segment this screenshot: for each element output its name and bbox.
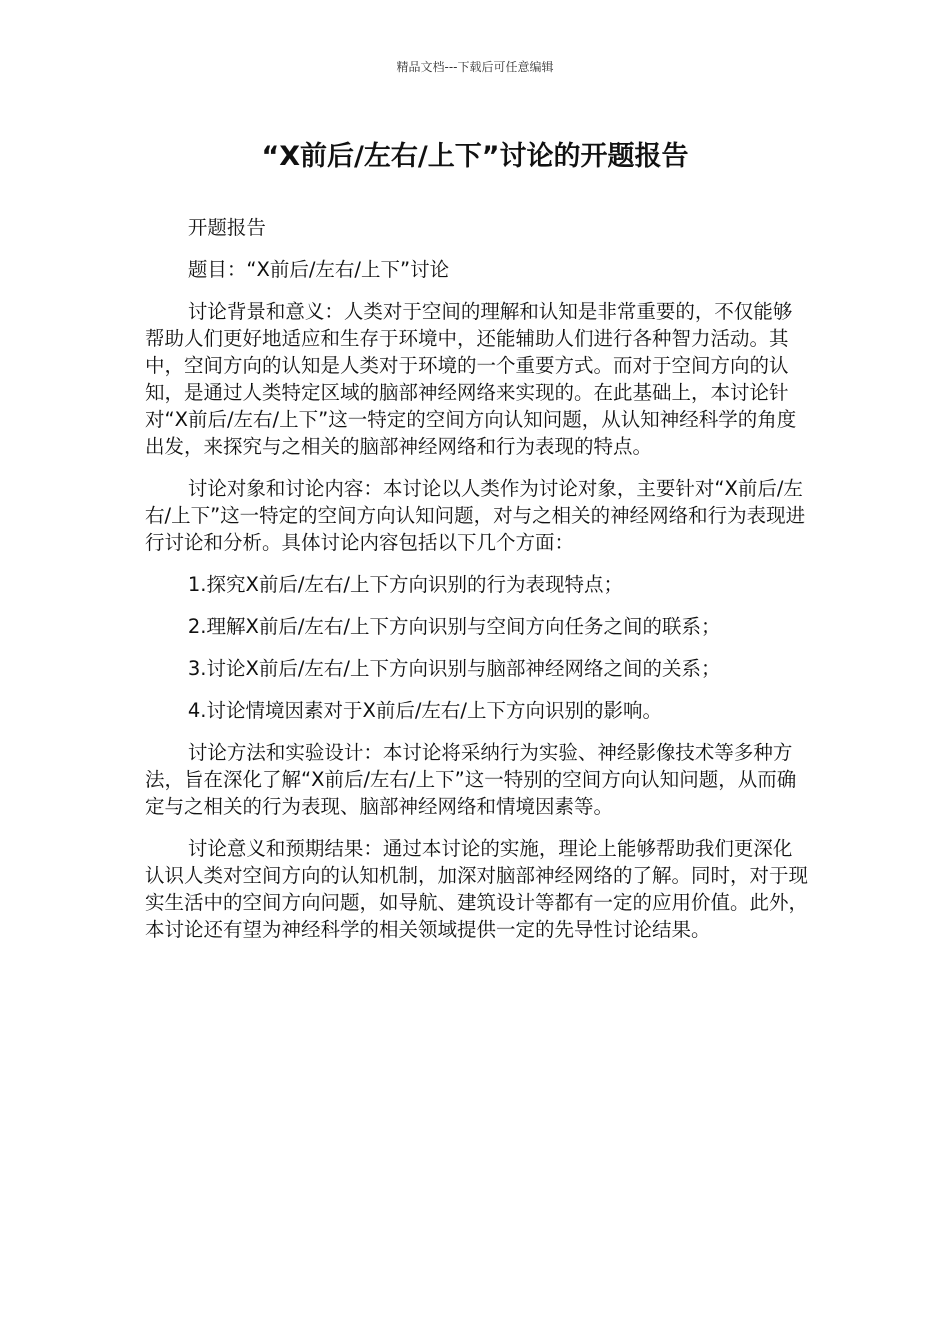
paragraph-topic: 题目：“X前后/左右/上下”讨论 xyxy=(187,258,450,281)
list-item-3: 3.讨论X前后/左右/上下方向识别与脑部神经网络之间的关系； xyxy=(187,657,721,680)
paragraph-background: 讨论背景和意义：人类对于空间的理解和认知是非常重要的，不仅能够帮助人们更好地适应和生存于环境中，还能辅助人们进行各种智力活动。其中，空间方向的认知是人类对于环境的一个重要方式。而对于空间方向的认知，是通过人类特定区域的脑部神经网络来实现的。在此基础上，本讨论针对“X前后/左右/上下”这一特定的空间方向认知问题，从认知神经科学的角度出发，来探究与之相关的脑部神经网络和行为表现的特点。 xyxy=(145,300,797,458)
paragraph-significance: 讨论意义和预期结果：通过本讨论的实施，理论上能够帮助我们更深化认识人类对空间方向的认知机制，加深对脑部神经网络的了解。同时，对于现实生活中的空间方向问题，如导航、建筑设计等都有一定的应用价值。此外，本讨论还有望为神经科学的相关领域提供一定的先导性讨论结果。 xyxy=(145,837,809,941)
list-item-1: 1.探究X前后/左右/上下方向识别的行为表现特点； xyxy=(187,573,623,596)
list-item-4: 4.讨论情境因素对于X前后/左右/上下方向识别的影响。 xyxy=(187,699,662,722)
list-item-2: 2.理解X前后/左右/上下方向识别与空间方向任务之间的联系； xyxy=(187,615,721,638)
paragraph-label: 开题报告 xyxy=(187,216,266,239)
document-title: “X前后/左右/上下”讨论的开题报告 xyxy=(261,141,689,172)
paragraph-objects-content: 讨论对象和讨论内容：本讨论以人类作为讨论对象，主要针对“X前后/左右/上下”这一特定的空间方向认知问题，对与之相关的神经网络和行为表现进行讨论和分析。具体讨论内容包括以下几个方面： xyxy=(145,477,806,554)
document-body xyxy=(145,214,810,958)
header-note: 精品文档---下载后可任意编辑 xyxy=(396,60,554,74)
paragraph-methods: 讨论方法和实验设计：本讨论将采纳行为实验、神经影像技术等多种方法，旨在深化了解“X前后/左右/上下”这一特别的空间方向认知问题，从而确定与之相关的行为表现、脑部神经网络和情境因素等。 xyxy=(145,741,797,818)
